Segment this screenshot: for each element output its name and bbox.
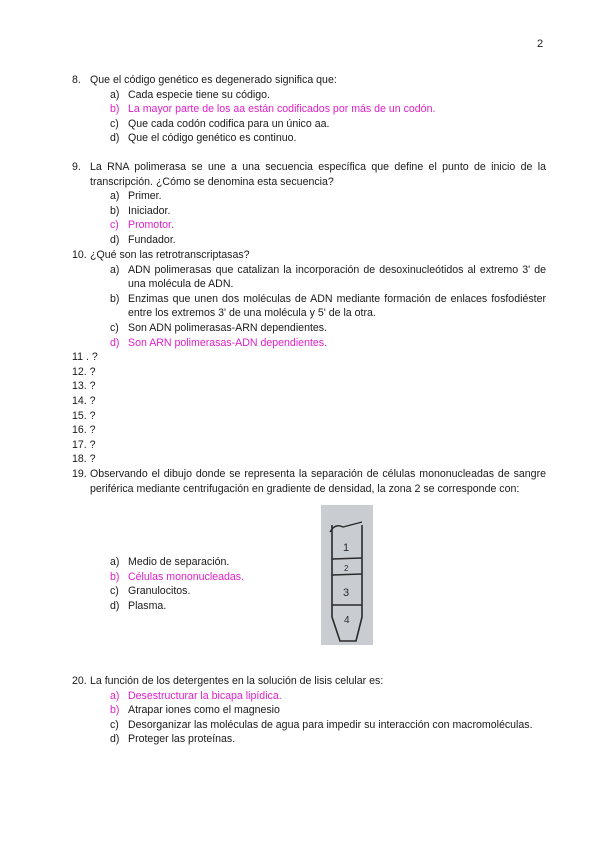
option-label: c): [110, 117, 119, 130]
option-text: Son ARN polimerasas-ADN dependientes.: [128, 336, 328, 349]
option-text: Iniciador.: [128, 204, 171, 217]
zone-label-1: 1: [343, 542, 350, 554]
question-text: Observando el dibujo donde se representa la separación de células mononucleadas de sangre periférica mediante centrifugación en gradiente de densidad, la zona 2 se corresponde con:: [90, 468, 546, 495]
blank-item-13: 13. ?: [72, 380, 96, 392]
blank-item-12: 12. ?: [72, 366, 96, 378]
question-9: [72, 160, 546, 248]
centrifuge-tube-figure: [321, 505, 373, 645]
option-text: Plasma.: [128, 599, 167, 612]
option-d: [110, 732, 546, 747]
question-number: 20.: [72, 675, 87, 687]
zone-label-3: 3: [343, 587, 350, 599]
question-10: [72, 248, 546, 350]
option-text: La mayor parte de los aa están codificados por más de un codón.: [128, 103, 436, 116]
blank-item-11: 11 . ?: [72, 351, 98, 363]
question-number: 9.: [72, 161, 81, 173]
option-c: [110, 718, 546, 733]
zone-divider: [332, 574, 362, 575]
option-text: Enzimas que unen dos moléculas de ADN mediante formación de enlaces fosfodiéster entre los extremos 3' de una molécula y 5' de la otra.: [128, 292, 546, 320]
question-number: 10.: [72, 249, 87, 261]
option-label: c): [110, 718, 119, 731]
question-number: 8.: [72, 74, 81, 86]
option-label: b): [110, 570, 120, 583]
zone-divider: [332, 558, 362, 559]
option-text: ADN polimerasas que catalizan la incorporación de desoxinucleótidos al extremo 3' de una molécula de ADN.: [128, 263, 546, 291]
option-text: Primer.: [128, 190, 162, 203]
option-label: b): [110, 704, 120, 717]
option-b: [110, 292, 546, 321]
question-20: [72, 674, 546, 747]
option-label: c): [110, 321, 119, 334]
blank-item-18: 18. ?: [72, 453, 96, 465]
option-b: [110, 703, 546, 718]
option-label: a): [110, 263, 120, 276]
option-text: Desestructurar la bicapa lipídica.: [128, 689, 282, 702]
question-number: 19.: [72, 468, 87, 480]
option-text: Promotor.: [128, 219, 174, 232]
option-text: Que cada codón codifica para un único aa.: [128, 117, 330, 130]
question-text: Que el código genético es degenerado significa que:: [90, 74, 337, 86]
blank-item-15: 15. ?: [72, 410, 96, 422]
option-text: Cada especie tiene su código.: [128, 88, 270, 101]
option-c-correct: [110, 218, 546, 233]
option-label: d): [110, 599, 120, 612]
question-19-options: [72, 555, 546, 613]
zone-label-4: 4: [344, 615, 350, 626]
option-label: d): [110, 733, 120, 746]
option-text: Medio de separación.: [128, 556, 230, 568]
option-c: [110, 321, 546, 336]
option-label: a): [110, 190, 120, 203]
option-b: [110, 204, 546, 219]
option-d: [110, 233, 546, 248]
option-a-correct: [110, 689, 546, 704]
option-text: Atrapar iones como el magnesio: [128, 704, 280, 717]
page-number: 2: [537, 38, 544, 50]
option-a: [110, 189, 546, 204]
option-label: d): [110, 132, 120, 145]
option-d: [110, 131, 546, 146]
option-label: c): [110, 585, 119, 598]
option-text: Desorganizar las moléculas de agua para impedir su interacción con macromoléculas.: [128, 718, 533, 731]
blank-item-17: 17. ?: [72, 439, 96, 451]
option-d-correct: [110, 336, 546, 351]
option-text: Fundador.: [128, 233, 176, 246]
option-label: c): [110, 219, 119, 232]
blank-item-16: 16. ?: [72, 424, 96, 436]
option-a: [110, 263, 546, 292]
option-text: Granulocitos.: [128, 585, 191, 598]
option-text: Proteger las proteínas.: [128, 733, 236, 746]
option-label: a): [110, 556, 120, 568]
question-8: [72, 73, 546, 146]
blank-item-14: 14. ?: [72, 395, 96, 407]
question-text: La RNA polimerasa se une a una secuencia específica que define el punto de inicio de la transcripción. ¿Cómo se denomina esta secuencia?: [90, 161, 546, 188]
option-b-correct: [110, 102, 546, 117]
tube-rim: [330, 522, 362, 532]
option-label: d): [110, 336, 120, 349]
option-text: Células mononucleadas.: [128, 570, 245, 583]
question-text: La función de los detergentes en la solución de lisis celular es:: [90, 675, 384, 687]
option-label: b): [110, 292, 120, 305]
centrifuge-tube-drawing: [321, 505, 373, 645]
option-label: d): [110, 233, 120, 246]
option-a: [110, 88, 546, 103]
option-c: [110, 117, 546, 132]
option-label: b): [110, 204, 120, 217]
zone-label-2: 2: [344, 564, 349, 573]
question-19: [72, 467, 546, 496]
option-text: Son ADN polimerasas-ARN dependientes.: [128, 321, 328, 334]
option-label: a): [110, 88, 120, 101]
option-label: b): [110, 103, 120, 116]
option-text: Que el código genético es continuo.: [128, 132, 297, 145]
option-label: a): [110, 689, 120, 702]
question-text: ¿Qué son las retrotranscriptasas?: [90, 249, 250, 261]
